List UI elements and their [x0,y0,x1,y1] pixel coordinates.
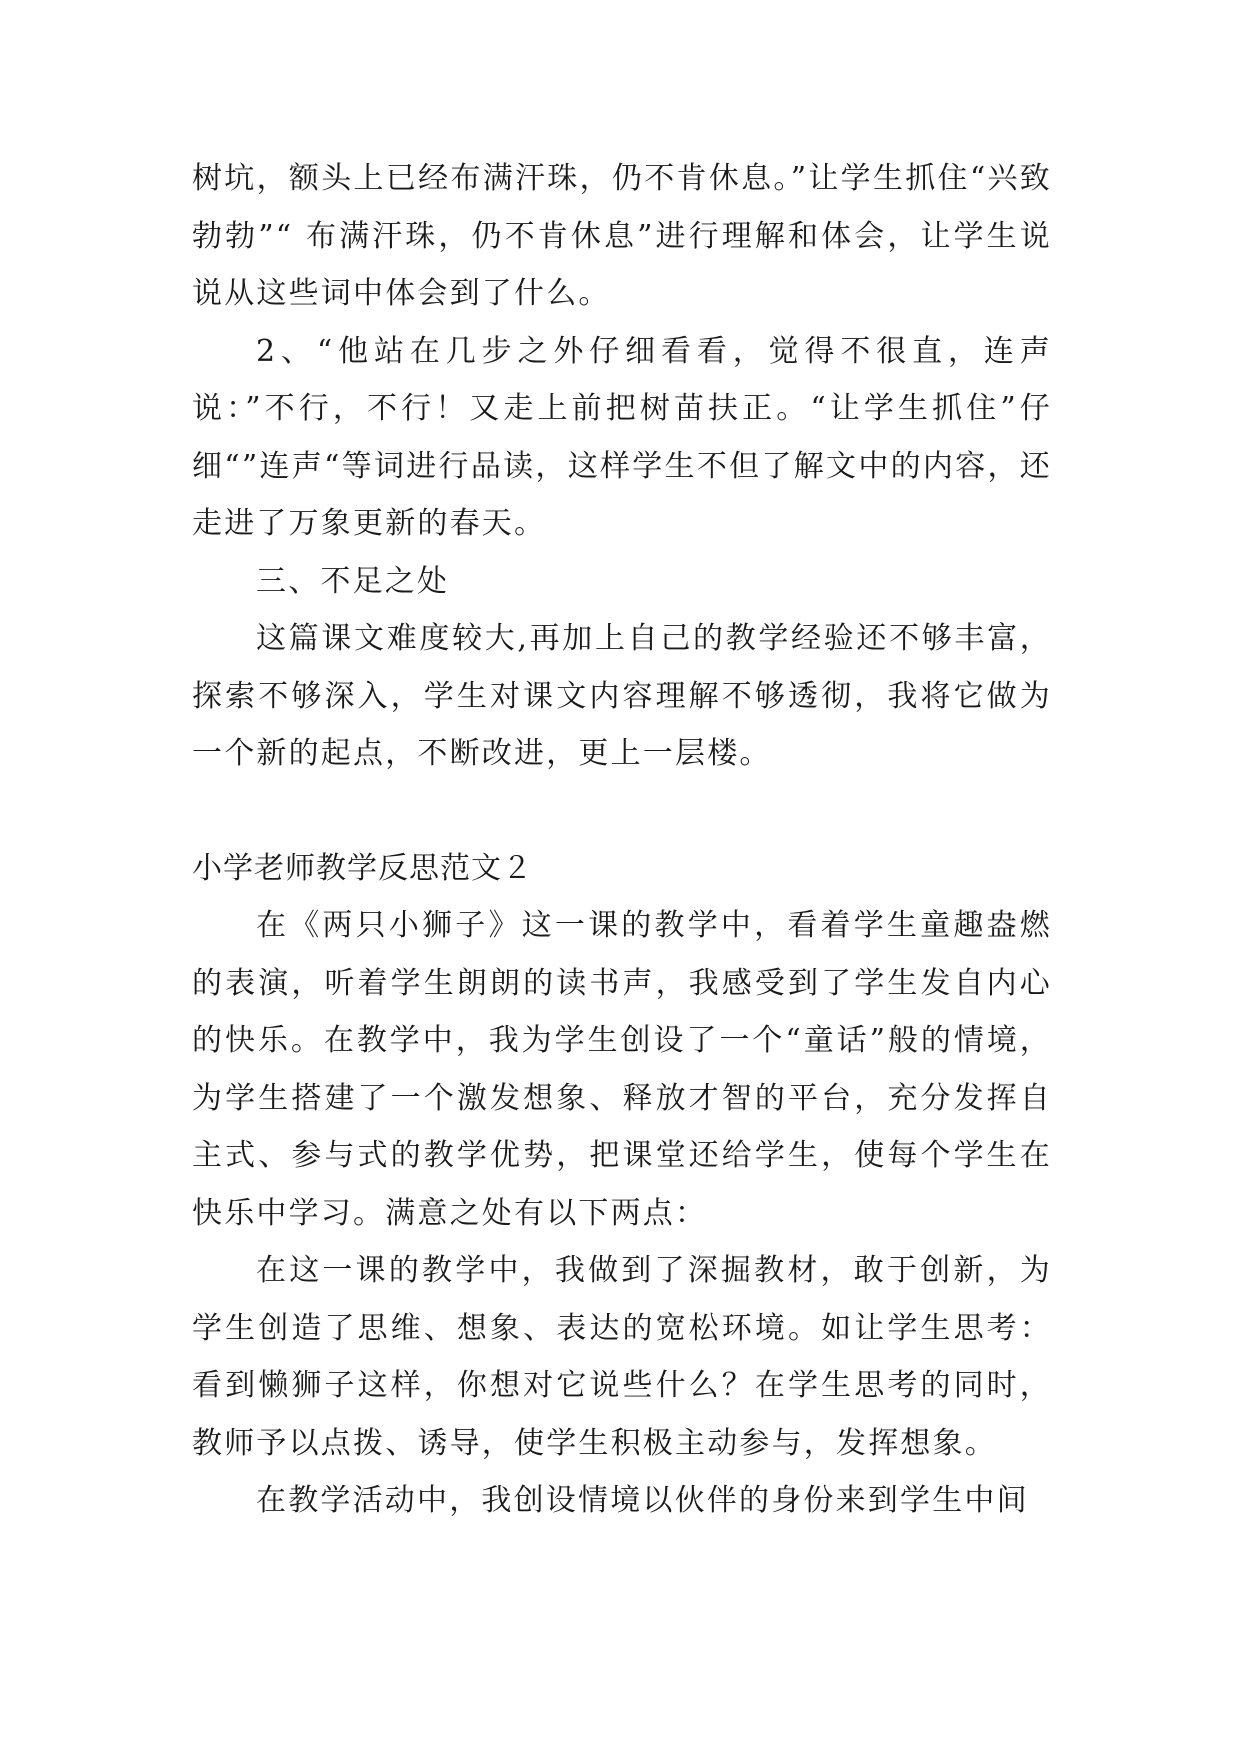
paragraph-point-1: 在这一课的教学中，我做到了深掘教材，敢于创新，为学生创造了思维、想象、表达的宽松环境。如让学生思考：看到懒狮子这样，你想对它说些什么？在学生思考的同时，教师予以点拨、诱导，使学生积极主动参与，发挥想象。 [192,1253,1052,1461]
paragraph-activity: 在教学活动中，我创设情境以伙伴的身份来到学生中间 [256,1483,1029,1518]
subheading-shortcomings: 三、不足之处 [256,563,450,599]
paragraph-point-2: 2、“他站在几步之外仔细看看，觉得不很直，连声说：”不行，不行！又走上前把树苗扶正。“让学生抓住”仔细“”连声“等词进行品读，这样学生不但了解文中的内容，还走进了万象更新的春天。 [192,333,1052,541]
paragraph-shortcomings: 这篇课文难度较大,再加上自己的教学经验还不够丰富，探索不够深入，学生对课文内容理解不够透彻，我将它做为一个新的起点，不断改进，更上一层楼。 [192,621,1052,771]
paragraph-continued: 树坑，额头上已经布满汗珠，仍不肯休息。”让学生抓住“兴致勃勃”“ 布满汗珠，仍不肯休息”进行理解和体会，让学生说说从这些词中体会到了什么。 [192,161,1052,311]
paragraph-intro: 在《两只小狮子》这一课的教学中，看着学生童趣盎燃的表演，听着学生朗朗的读书声，我感受到了学生发自内心的快乐。在教学中，我为学生创设了一个“童话”般的情境，为学生搭建了一个激发想象、释放才智的平台，充分发挥自主式、参与式的教学优势，把课堂还给学生，使每个学生在快乐中学习。满意之处有以下两点： [192,908,1052,1231]
section-title: 小学老师教学反思范文２ [192,850,533,886]
section-gap [192,783,1052,840]
document-body [192,150,1052,1530]
